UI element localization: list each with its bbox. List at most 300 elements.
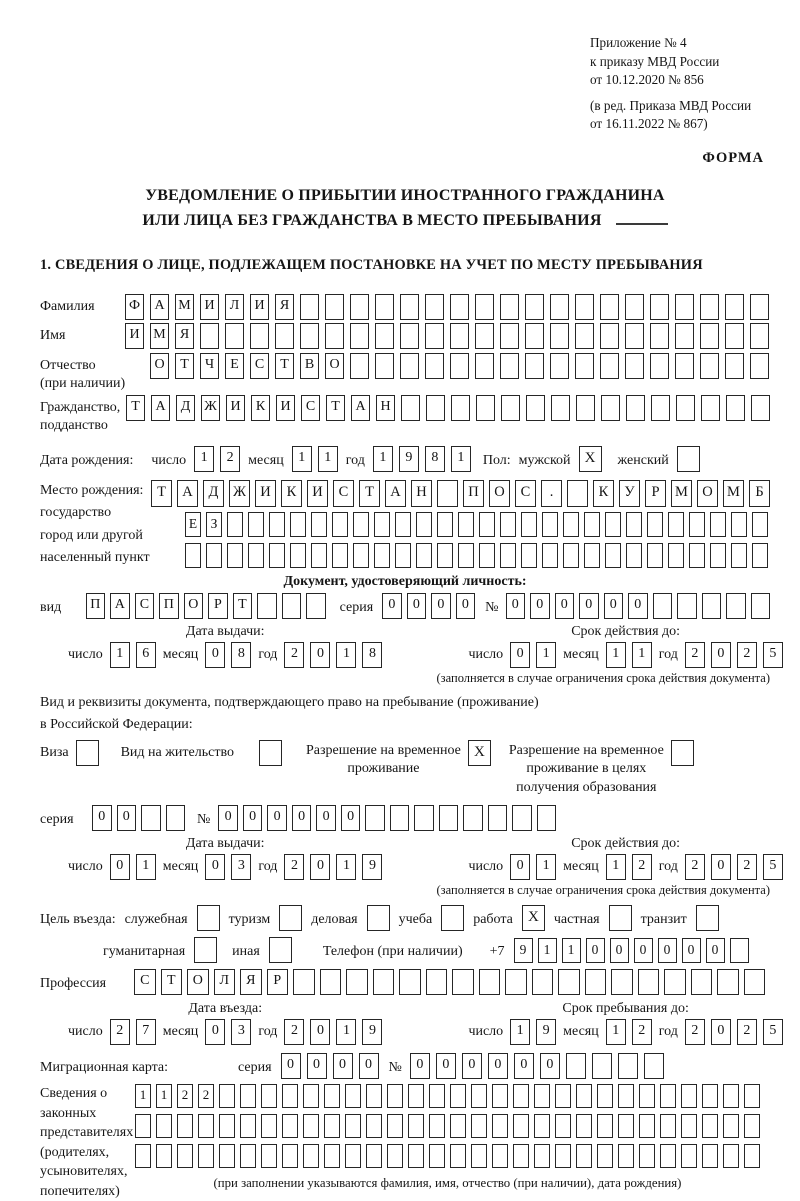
char-cell: С — [515, 480, 536, 507]
char-cell — [625, 294, 644, 320]
char-cell: 8 — [425, 446, 445, 472]
char-cell — [475, 323, 494, 349]
char-cell — [471, 1144, 487, 1168]
option-temp-residence — [306, 740, 491, 779]
char-cell — [401, 395, 420, 421]
char-cell: . — [541, 480, 562, 507]
char-cell — [324, 1084, 340, 1108]
char-cell — [752, 512, 768, 537]
char-cell: Н — [411, 480, 432, 507]
char-cell — [558, 969, 580, 995]
char-cell — [324, 1144, 340, 1168]
char-cell — [555, 1114, 571, 1138]
char-cell: М — [150, 323, 169, 349]
purpose-study-checkbox — [441, 905, 464, 931]
char-cell — [551, 395, 570, 421]
char-cell — [325, 294, 344, 320]
char-cell: П — [159, 593, 179, 619]
migration-series-cells — [281, 1053, 379, 1079]
char-cell: 1 — [194, 446, 214, 472]
char-cell: 2 — [284, 1019, 304, 1045]
char-cell: 1 — [292, 446, 312, 472]
char-cell: И — [250, 294, 269, 320]
phone-label: Телефон (при наличии) — [322, 944, 463, 959]
char-cell — [374, 543, 390, 568]
entry-dates — [68, 1001, 777, 1045]
until-day-cells — [510, 1019, 556, 1045]
issue-year-cells — [284, 642, 382, 668]
char-cell — [534, 1114, 550, 1138]
char-cell — [345, 1114, 361, 1138]
char-cell — [752, 543, 768, 568]
char-cell — [647, 543, 663, 568]
char-cell — [675, 294, 694, 320]
birth-place-row1-cells — [151, 480, 770, 507]
char-cell: С — [134, 969, 156, 995]
stay-valid-date: Срок действия до: число 0 1 месяц 1 2 год 2 0 2 5 — [468, 836, 782, 880]
char-cell: И — [307, 480, 328, 507]
char-cell: Т — [275, 353, 294, 379]
char-cell — [311, 543, 327, 568]
char-cell: 0 — [292, 805, 312, 831]
char-cell: 0 — [706, 938, 725, 963]
stay-series-cells — [92, 805, 185, 831]
char-cell: Т — [175, 353, 194, 379]
char-cell: 0 — [555, 593, 575, 619]
char-cell: П — [86, 593, 106, 619]
char-cell — [350, 294, 369, 320]
char-cell: 1 — [136, 854, 156, 880]
char-cell — [532, 969, 554, 995]
char-cell — [439, 805, 459, 831]
char-cell — [731, 512, 747, 537]
char-cell — [492, 1144, 508, 1168]
char-cell — [332, 543, 348, 568]
identity-doc-type-row — [40, 593, 770, 619]
char-cell: А — [177, 480, 198, 507]
char-cell — [219, 1144, 235, 1168]
char-cell — [387, 1144, 403, 1168]
char-cell — [702, 1084, 718, 1108]
char-cell: 2 — [198, 1084, 214, 1108]
purpose-label: Цель въезда: — [40, 912, 116, 927]
char-cell — [290, 543, 306, 568]
appendix-block — [590, 34, 768, 134]
char-cell: 0 — [436, 1053, 456, 1079]
birth-date-label: Дата рождения: — [40, 452, 134, 468]
char-cell: Р — [208, 593, 228, 619]
char-cell — [525, 294, 544, 320]
char-cell — [257, 593, 277, 619]
char-cell — [261, 1114, 277, 1138]
char-cell — [626, 395, 645, 421]
char-cell — [450, 294, 469, 320]
char-cell — [563, 512, 579, 537]
char-cell — [653, 593, 673, 619]
char-cell: М — [175, 294, 194, 320]
sex-male-label: мужской — [518, 452, 571, 468]
sex-male-checkbox: X — [579, 446, 602, 472]
char-cell — [471, 1084, 487, 1108]
stay-issue-day-cells — [110, 854, 156, 880]
char-cell: 0 — [711, 642, 731, 668]
char-cell — [366, 1144, 382, 1168]
char-cell: 1 — [562, 938, 581, 963]
patronymic-row — [40, 353, 770, 393]
char-cell — [387, 1084, 403, 1108]
char-cell — [626, 543, 642, 568]
char-cell: 3 — [231, 1019, 251, 1045]
char-cell — [542, 512, 558, 537]
stay-issue-date: Дата выдачи: число 0 1 месяц 0 3 год 2 0 1 9 — [68, 836, 382, 880]
migration-card-row — [40, 1053, 770, 1079]
char-cell: 0 — [462, 1053, 482, 1079]
appendix-line: от 10.12.2020 № 856 — [590, 72, 704, 87]
char-cell — [597, 1084, 613, 1108]
char-cell — [437, 543, 453, 568]
char-cell — [550, 294, 569, 320]
char-cell: Ч — [200, 353, 219, 379]
surname-row — [40, 294, 770, 320]
char-cell — [584, 512, 600, 537]
char-cell — [576, 1114, 592, 1138]
char-cell — [458, 512, 474, 537]
char-cell — [475, 353, 494, 379]
char-cell — [373, 969, 395, 995]
char-cell — [542, 543, 558, 568]
stay-issue-month-cells — [205, 854, 251, 880]
stay-doc-note: (заполняется в случае ограничения срока действия документа) — [436, 883, 770, 897]
citizenship-label: Гражданство, подданство — [40, 399, 121, 433]
char-cell — [639, 1114, 655, 1138]
char-cell: 0 — [634, 938, 653, 963]
char-cell — [717, 969, 739, 995]
char-cell: 9 — [514, 938, 533, 963]
char-cell: 0 — [218, 805, 238, 831]
char-cell: 0 — [205, 854, 225, 880]
sex-female-label: женский — [617, 452, 669, 468]
patronymic-cells — [150, 353, 769, 379]
char-cell — [723, 1114, 739, 1138]
char-cell — [300, 294, 319, 320]
given-name-row — [40, 323, 770, 349]
char-cell — [177, 1114, 193, 1138]
char-cell: 2 — [220, 446, 240, 472]
char-cell: Е — [185, 512, 201, 537]
char-cell: 0 — [711, 854, 731, 880]
char-cell — [452, 969, 474, 995]
char-cell: 1 — [373, 446, 393, 472]
char-cell: 0 — [205, 642, 225, 668]
stay-doc-intro1: Вид и реквизиты документа, подтверждающего право на пребывание (проживание) — [40, 694, 539, 710]
migration-number-cells — [410, 1053, 664, 1079]
char-cell: 0 — [610, 938, 629, 963]
char-cell — [525, 353, 544, 379]
char-cell: 1 — [632, 642, 652, 668]
char-cell: 2 — [685, 854, 705, 880]
char-cell — [676, 395, 695, 421]
char-cell: Ж — [229, 480, 250, 507]
char-cell — [282, 1114, 298, 1138]
char-cell: 0 — [281, 1053, 301, 1079]
phone-cells — [514, 938, 749, 963]
char-cell: 0 — [682, 938, 701, 963]
char-cell — [702, 593, 722, 619]
char-cell — [563, 543, 579, 568]
char-cell — [751, 593, 771, 619]
char-cell — [227, 543, 243, 568]
char-cell — [681, 1144, 697, 1168]
char-cell: 2 — [632, 1019, 652, 1045]
stay-number-cells — [218, 805, 556, 831]
char-cell — [479, 512, 495, 537]
char-cell: О — [184, 593, 204, 619]
char-cell: С — [135, 593, 155, 619]
char-cell — [282, 1144, 298, 1168]
appendix-line: к приказу МВД России — [590, 53, 720, 69]
stay-issue-year-cells — [284, 854, 382, 880]
char-cell: 7 — [136, 1019, 156, 1045]
char-cell — [500, 353, 519, 379]
char-cell: 2 — [737, 642, 757, 668]
residence-permit-checkbox — [259, 740, 282, 766]
char-cell — [463, 805, 483, 831]
char-cell: 1 — [536, 854, 556, 880]
char-cell: 0 — [310, 854, 330, 880]
char-cell: Л — [225, 294, 244, 320]
doc-number-label: № — [485, 599, 499, 615]
char-cell — [701, 395, 720, 421]
representatives-note: (при заполнении указываются фамилия, имя, отчество (при наличии), дата рождения) — [213, 1176, 682, 1190]
char-cell — [651, 395, 670, 421]
char-cell: 0 — [307, 1053, 327, 1079]
char-cell — [345, 1144, 361, 1168]
char-cell — [156, 1114, 172, 1138]
purpose-private-checkbox — [609, 905, 632, 931]
char-cell: 0 — [410, 1053, 430, 1079]
char-cell — [425, 294, 444, 320]
char-cell: 8 — [362, 642, 382, 668]
valid-year-cells — [685, 642, 783, 668]
char-cell — [744, 1144, 760, 1168]
doc-type-label: вид — [40, 599, 62, 615]
char-cell — [400, 353, 419, 379]
stay-doc-series-row — [40, 805, 770, 831]
birth-place-labels: Место рождения: государство город или другой населенный пункт — [40, 482, 150, 565]
char-cell — [647, 512, 663, 537]
char-cell: Я — [175, 323, 194, 349]
char-cell — [575, 294, 594, 320]
stay-valid-day-cells — [510, 854, 556, 880]
char-cell — [141, 805, 161, 831]
stay-series-label: серия — [40, 812, 74, 827]
char-cell — [458, 543, 474, 568]
char-cell — [426, 969, 448, 995]
char-cell — [471, 1114, 487, 1138]
given-name-label: Имя — [40, 327, 66, 343]
char-cell — [500, 512, 516, 537]
temp-residence-education-checkbox — [671, 740, 694, 766]
char-cell: Т — [151, 480, 172, 507]
char-cell: 0 — [586, 938, 605, 963]
char-cell: 0 — [243, 805, 263, 831]
char-cell: А — [351, 395, 370, 421]
representatives-row2-cells — [135, 1114, 760, 1138]
char-cell: 1 — [538, 938, 557, 963]
char-cell — [625, 323, 644, 349]
char-cell — [725, 323, 744, 349]
form-title — [40, 183, 770, 233]
char-cell — [650, 353, 669, 379]
char-cell — [500, 323, 519, 349]
char-cell — [550, 323, 569, 349]
char-cell — [135, 1144, 151, 1168]
char-cell: Е — [225, 353, 244, 379]
char-cell — [300, 323, 319, 349]
char-cell: 0 — [530, 593, 550, 619]
char-cell: Л — [214, 969, 236, 995]
visa-checkbox — [76, 740, 99, 766]
char-cell — [303, 1144, 319, 1168]
char-cell — [660, 1114, 676, 1138]
char-cell — [416, 543, 432, 568]
char-cell: 1 — [536, 642, 556, 668]
stay-valid-month-cells — [606, 854, 652, 880]
char-cell — [723, 1144, 739, 1168]
char-cell: 0 — [205, 1019, 225, 1045]
char-cell — [198, 1144, 214, 1168]
char-cell — [395, 512, 411, 537]
char-cell — [550, 353, 569, 379]
purpose-official-checkbox — [197, 905, 220, 931]
birth-day-label: число — [151, 452, 187, 468]
char-cell: 1 — [451, 446, 471, 472]
char-cell: 0 — [316, 805, 336, 831]
char-cell: А — [151, 395, 170, 421]
doc-series-cells — [382, 593, 475, 619]
char-cell — [750, 294, 769, 320]
profession-label: Профессия — [40, 976, 107, 991]
purpose-other-checkbox — [269, 937, 292, 963]
surname-cells — [125, 294, 769, 320]
char-cell — [479, 543, 495, 568]
option-temp-residence-education — [509, 740, 694, 798]
until-month-cells — [606, 1019, 652, 1045]
char-cell — [576, 395, 595, 421]
entry-day-cells — [110, 1019, 156, 1045]
char-cell — [521, 543, 537, 568]
char-cell: У — [619, 480, 640, 507]
doc-series-label: серия — [339, 599, 374, 615]
char-cell — [660, 1084, 676, 1108]
char-cell — [681, 1084, 697, 1108]
doc-number-cells — [506, 593, 771, 619]
char-cell: С — [301, 395, 320, 421]
char-cell — [566, 1053, 586, 1079]
issue-month-cells — [205, 642, 251, 668]
char-cell — [744, 1084, 760, 1108]
representatives-labels: Сведения о законных представителях (родителях, усыновителях, попечителях) — [40, 1086, 134, 1199]
char-cell — [592, 1053, 612, 1079]
char-cell: И — [125, 323, 144, 349]
char-cell: Д — [203, 480, 224, 507]
char-cell — [400, 323, 419, 349]
char-cell: 1 — [606, 1019, 626, 1045]
char-cell — [353, 543, 369, 568]
char-cell — [744, 1114, 760, 1138]
migration-card-label: Миграционная карта: — [40, 1060, 169, 1075]
char-cell: И — [276, 395, 295, 421]
form-label: ФОРМА — [702, 149, 764, 166]
char-cell — [324, 1114, 340, 1138]
purpose-row1: Цель въезда: служебная туризм деловая учеба работа X частная транзит — [40, 905, 770, 931]
char-cell — [730, 938, 749, 963]
char-cell — [206, 543, 222, 568]
char-cell: И — [226, 395, 245, 421]
identity-doc-heading: Документ, удостоверяющий личность: — [283, 573, 527, 589]
char-cell: 2 — [685, 642, 705, 668]
char-cell: 0 — [488, 1053, 508, 1079]
char-cell — [513, 1144, 529, 1168]
valid-day-cells — [510, 642, 556, 668]
char-cell — [702, 1114, 718, 1138]
char-cell — [710, 543, 726, 568]
profession-row — [40, 969, 770, 995]
valid-month-cells — [606, 642, 652, 668]
char-cell — [353, 512, 369, 537]
char-cell — [450, 1084, 466, 1108]
temp-residence-label: Разрешение на временное проживание — [305, 742, 461, 776]
char-cell — [346, 969, 368, 995]
char-cell: 0 — [506, 593, 526, 619]
char-cell: 2 — [177, 1084, 193, 1108]
char-cell — [425, 353, 444, 379]
char-cell: 2 — [284, 854, 304, 880]
char-cell — [166, 805, 186, 831]
char-cell: К — [251, 395, 270, 421]
char-cell — [451, 395, 470, 421]
char-cell: 3 — [231, 854, 251, 880]
char-cell: С — [250, 353, 269, 379]
char-cell: Ф — [125, 294, 144, 320]
char-cell — [429, 1144, 445, 1168]
char-cell: Н — [376, 395, 395, 421]
char-cell — [650, 294, 669, 320]
char-cell: 9 — [399, 446, 419, 472]
char-cell — [290, 512, 306, 537]
char-cell: Д — [176, 395, 195, 421]
char-cell — [219, 1084, 235, 1108]
purpose-business-checkbox — [367, 905, 390, 931]
char-cell: 6 — [136, 642, 156, 668]
char-cell: М — [723, 480, 744, 507]
char-cell — [476, 395, 495, 421]
char-cell — [526, 395, 545, 421]
stay-doc-dates — [68, 836, 777, 880]
identity-doc-dates — [68, 623, 777, 668]
char-cell — [269, 512, 285, 537]
char-cell — [261, 1144, 277, 1168]
char-cell: 1 — [336, 642, 356, 668]
birth-year-cells — [373, 446, 471, 472]
char-cell — [501, 395, 520, 421]
char-cell — [375, 294, 394, 320]
char-cell: 1 — [510, 1019, 530, 1045]
char-cell — [240, 1114, 256, 1138]
char-cell — [668, 512, 684, 537]
char-cell: 0 — [92, 805, 112, 831]
char-cell — [408, 1084, 424, 1108]
